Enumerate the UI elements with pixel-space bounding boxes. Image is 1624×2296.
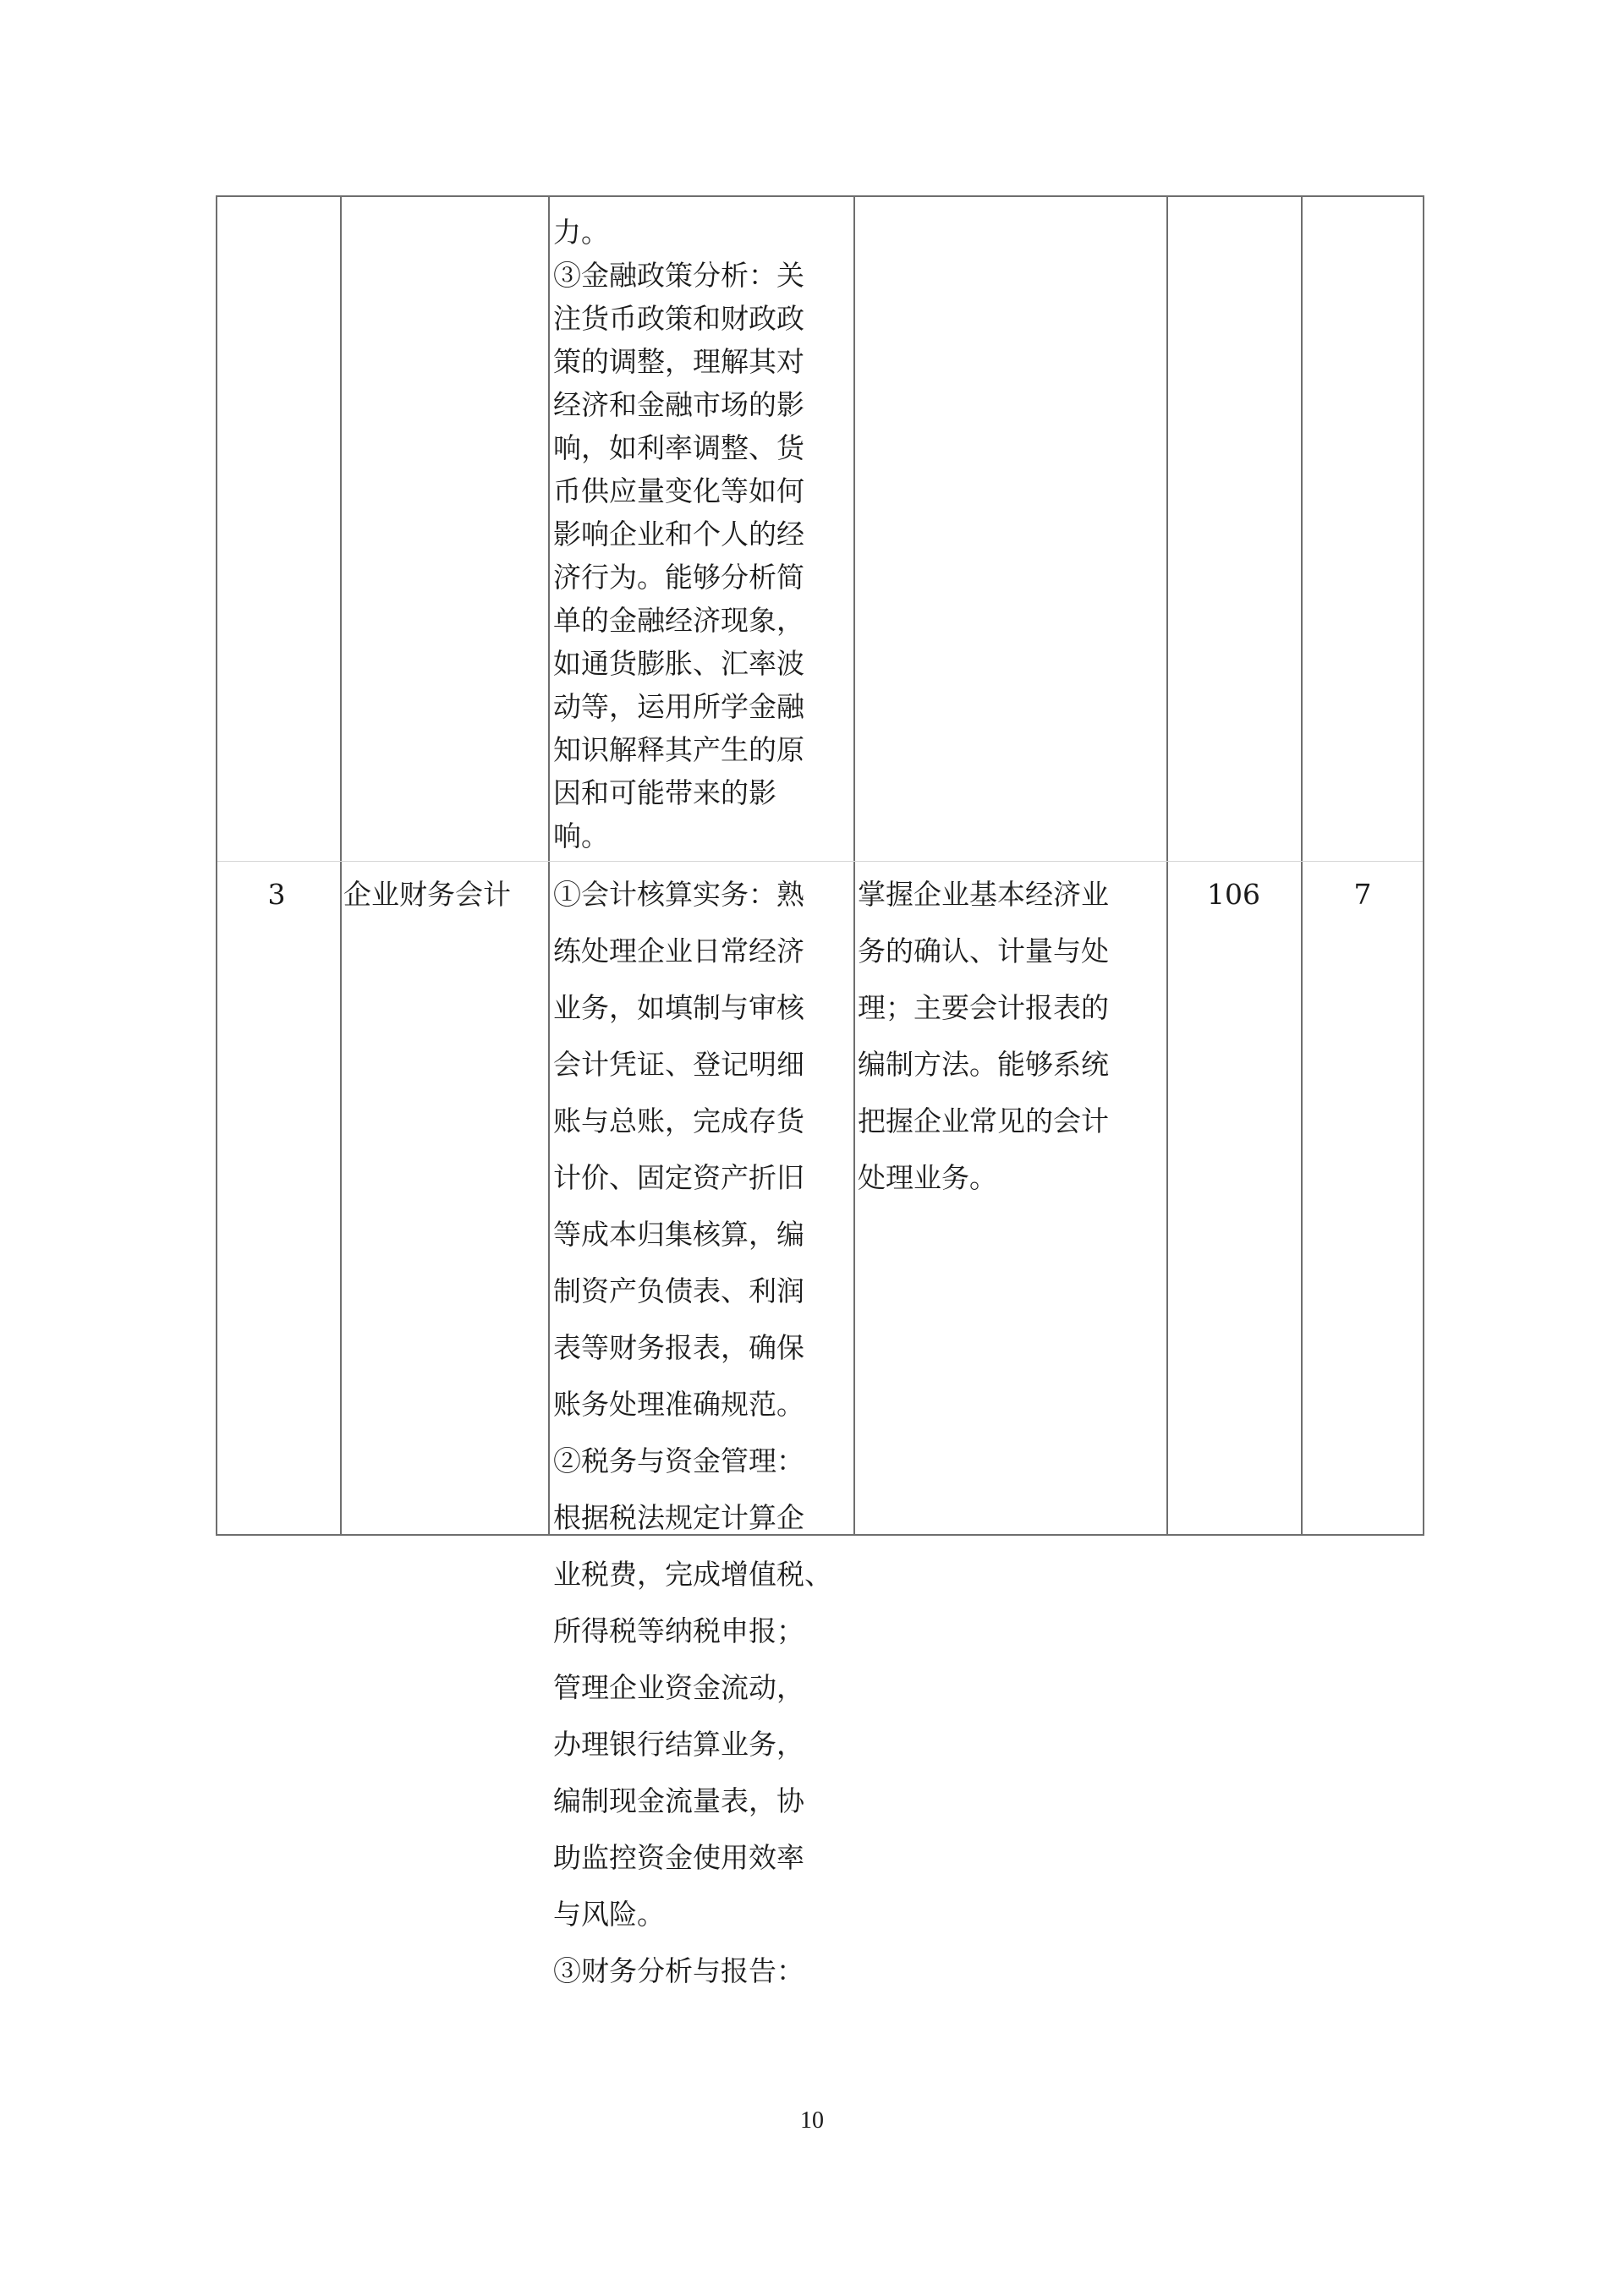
- text-line: 根据税法规定计算企: [553, 1501, 804, 1534]
- column-divider: [548, 197, 550, 1534]
- text-line: 办理银行结算业务，: [553, 1728, 804, 1761]
- row-number: 3: [267, 878, 286, 911]
- text-line: ①会计核算实务：熟: [553, 878, 804, 911]
- text-line: 账与总账，完成存货: [553, 1104, 804, 1137]
- text-line: 计价、固定资产折旧: [553, 1161, 804, 1194]
- text-line: 知识解释其产生的原: [553, 733, 804, 766]
- text-line: 制资产负债表、利润: [553, 1274, 804, 1307]
- page-number: 10: [800, 2107, 824, 2134]
- text-line: 济行为。能够分析简: [553, 561, 804, 594]
- text-line: 等成本归集核算，编: [553, 1218, 804, 1251]
- course-credits: 7: [1353, 878, 1372, 911]
- text-line: 表等财务报表，确保: [553, 1331, 804, 1364]
- text-line: 所得税等纳税申报；: [553, 1614, 804, 1647]
- text-line: 业务，如填制与审核: [553, 991, 804, 1024]
- text-line: 影响企业和个人的经: [553, 518, 804, 551]
- column-divider: [1301, 197, 1303, 1534]
- text-line: 响。: [553, 819, 609, 852]
- course-name: 企业财务会计: [343, 878, 511, 911]
- text-line: 币供应量变化等如何: [553, 474, 804, 507]
- text-line: 因和可能带来的影: [553, 776, 776, 809]
- requirement-cell: [858, 861, 1164, 1536]
- text-line: 如通货膨胀、汇率波: [553, 647, 804, 680]
- text-line: 把握企业常见的会计: [858, 1104, 1109, 1137]
- column-divider: [853, 197, 855, 1534]
- course-hours: 106: [1207, 878, 1260, 911]
- text-line: 编制现金流量表，协: [553, 1784, 804, 1817]
- text-line: 会计凭证、登记明细: [553, 1048, 804, 1081]
- text-line: 编制方法。能够系统: [858, 1048, 1109, 1081]
- text-line: 响，如利率调整、货: [553, 431, 804, 464]
- text-line: 务的确认、计量与处: [858, 934, 1109, 967]
- text-line: 账务处理准确规范。: [553, 1388, 804, 1421]
- text-line: 动等，运用所学金融: [553, 690, 804, 723]
- text-line: 处理业务。: [858, 1161, 997, 1194]
- text-line: 注货币政策和财政政: [553, 302, 804, 335]
- column-divider: [340, 197, 342, 1534]
- course-content-cell: [553, 861, 851, 1987]
- text-line: 业税费，完成增值税、: [553, 1558, 832, 1591]
- text-line: 策的调整，理解其对: [553, 345, 804, 378]
- column-divider: [1166, 197, 1168, 1534]
- text-line: 单的金融经济现象，: [553, 604, 804, 637]
- text-line: 与风险。: [553, 1898, 665, 1931]
- text-line: ③财务分析与报告：: [553, 1954, 804, 1987]
- text-line: ③金融政策分析：关: [553, 259, 804, 292]
- text-line: 管理企业资金流动，: [553, 1671, 804, 1704]
- course-table: [216, 195, 1424, 1987]
- continued-content-cell: [553, 197, 851, 861]
- text-line: 经济和金融市场的影: [553, 388, 804, 421]
- text-line: 练处理企业日常经济: [553, 934, 804, 967]
- text-line: 力。: [553, 216, 609, 249]
- text-line: ②税务与资金管理：: [553, 1444, 804, 1477]
- text-line: 助监控资金使用效率: [553, 1841, 804, 1874]
- text-line: 理；主要会计报表的: [858, 991, 1109, 1024]
- text-line: 掌握企业基本经济业: [858, 878, 1109, 911]
